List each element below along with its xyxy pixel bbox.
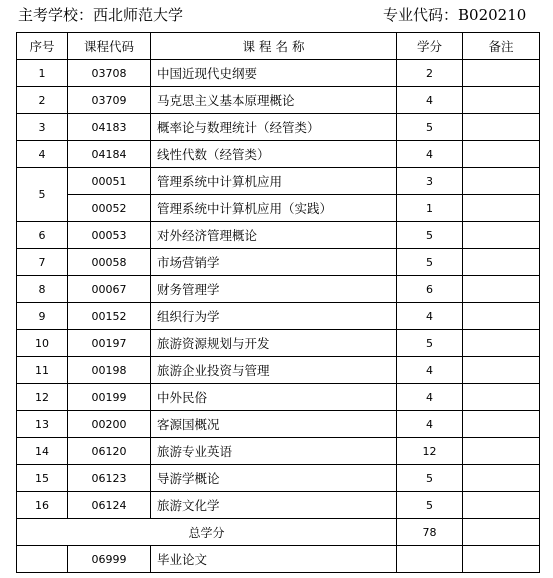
course-note <box>463 492 540 519</box>
course-code: 00051 <box>68 168 151 195</box>
course-code: 06124 <box>68 492 151 519</box>
table-row <box>17 357 540 384</box>
table-row <box>17 303 540 330</box>
total-note <box>463 519 540 546</box>
course-table <box>16 32 540 573</box>
thesis-row <box>17 546 540 573</box>
row-no: 4 <box>17 141 68 168</box>
table-row <box>17 141 540 168</box>
total-credits-label: 总学分 <box>17 519 397 546</box>
course-credit: 4 <box>397 384 463 411</box>
column-header-code: 课程代码 <box>68 33 151 60</box>
row-no: 2 <box>17 87 68 114</box>
course-name: 中国近现代史纲要 <box>151 60 397 87</box>
table-row <box>17 114 540 141</box>
table-row <box>17 465 540 492</box>
course-credit: 4 <box>397 303 463 330</box>
table-row <box>17 168 540 195</box>
course-code: 00058 <box>68 249 151 276</box>
course-note <box>463 168 540 195</box>
course-note <box>463 411 540 438</box>
course-name: 市场营销学 <box>151 249 397 276</box>
total-credits-row <box>17 519 540 546</box>
course-name: 旅游企业投资与管理 <box>151 357 397 384</box>
course-code: 00053 <box>68 222 151 249</box>
course-code: 00152 <box>68 303 151 330</box>
major-code-label: 专业代码：B020210 <box>383 6 527 24</box>
row-no: 5 <box>17 168 68 222</box>
row-no: 9 <box>17 303 68 330</box>
course-code: 06123 <box>68 465 151 492</box>
row-no: 14 <box>17 438 68 465</box>
course-name: 导游学概论 <box>151 465 397 492</box>
course-code: 00067 <box>68 276 151 303</box>
course-code: 03709 <box>68 87 151 114</box>
document-header <box>0 0 553 30</box>
thesis-credit <box>397 546 463 573</box>
course-name: 组织行为学 <box>151 303 397 330</box>
course-note <box>463 114 540 141</box>
course-name: 旅游文化学 <box>151 492 397 519</box>
course-credit: 6 <box>397 276 463 303</box>
row-no: 8 <box>17 276 68 303</box>
column-header-name: 课 程 名 称 <box>151 33 397 60</box>
course-name: 旅游专业英语 <box>151 438 397 465</box>
course-note <box>463 357 540 384</box>
course-credit: 12 <box>397 438 463 465</box>
course-credit: 3 <box>397 168 463 195</box>
thesis-no <box>17 546 68 573</box>
row-no: 7 <box>17 249 68 276</box>
table-row <box>17 276 540 303</box>
thesis-note <box>463 546 540 573</box>
course-note <box>463 249 540 276</box>
course-code: 00197 <box>68 330 151 357</box>
course-name: 管理系统中计算机应用 <box>151 168 397 195</box>
course-code: 00052 <box>68 195 151 222</box>
table-header-row <box>17 33 540 60</box>
table-row <box>17 87 540 114</box>
course-note <box>463 384 540 411</box>
course-name: 管理系统中计算机应用（实践） <box>151 195 397 222</box>
course-code: 00200 <box>68 411 151 438</box>
course-credit: 5 <box>397 249 463 276</box>
course-code: 06120 <box>68 438 151 465</box>
course-credit: 4 <box>397 357 463 384</box>
table-row <box>17 222 540 249</box>
course-credit: 4 <box>397 87 463 114</box>
row-no: 13 <box>17 411 68 438</box>
course-credit: 2 <box>397 60 463 87</box>
row-no: 16 <box>17 492 68 519</box>
course-note <box>463 141 540 168</box>
exam-school-label: 主考学校：西北师范大学 <box>18 6 184 24</box>
table-row <box>17 438 540 465</box>
course-code: 03708 <box>68 60 151 87</box>
course-credit: 5 <box>397 222 463 249</box>
course-code: 04183 <box>68 114 151 141</box>
course-name: 线性代数（经管类） <box>151 141 397 168</box>
course-code: 04184 <box>68 141 151 168</box>
course-credit: 1 <box>397 195 463 222</box>
course-note <box>463 465 540 492</box>
course-credit: 4 <box>397 141 463 168</box>
course-credit: 5 <box>397 114 463 141</box>
column-header-note: 备注 <box>463 33 540 60</box>
row-no: 1 <box>17 60 68 87</box>
course-name: 中外民俗 <box>151 384 397 411</box>
row-no: 6 <box>17 222 68 249</box>
table-row <box>17 249 540 276</box>
course-name: 客源国概况 <box>151 411 397 438</box>
row-no: 10 <box>17 330 68 357</box>
table-row <box>17 195 540 222</box>
course-code: 00199 <box>68 384 151 411</box>
course-note <box>463 303 540 330</box>
course-credit: 5 <box>397 330 463 357</box>
course-note <box>463 60 540 87</box>
row-no: 11 <box>17 357 68 384</box>
course-note <box>463 222 540 249</box>
total-credits-value: 78 <box>397 519 463 546</box>
course-credit: 4 <box>397 411 463 438</box>
course-note <box>463 276 540 303</box>
row-no: 15 <box>17 465 68 492</box>
course-note <box>463 195 540 222</box>
table-row <box>17 492 540 519</box>
course-note <box>463 438 540 465</box>
course-credit: 5 <box>397 465 463 492</box>
row-no: 3 <box>17 114 68 141</box>
column-header-no: 序号 <box>17 33 68 60</box>
course-note <box>463 87 540 114</box>
course-name: 马克思主义基本原理概论 <box>151 87 397 114</box>
row-no: 12 <box>17 384 68 411</box>
table-row <box>17 411 540 438</box>
course-credit: 5 <box>397 492 463 519</box>
course-note <box>463 330 540 357</box>
thesis-name: 毕业论文 <box>151 546 397 573</box>
table-row <box>17 60 540 87</box>
thesis-code: 06999 <box>68 546 151 573</box>
course-code: 00198 <box>68 357 151 384</box>
table-row <box>17 384 540 411</box>
course-name: 财务管理学 <box>151 276 397 303</box>
course-name: 旅游资源规划与开发 <box>151 330 397 357</box>
course-name: 概率论与数理统计（经管类） <box>151 114 397 141</box>
course-name: 对外经济管理概论 <box>151 222 397 249</box>
table-row <box>17 330 540 357</box>
column-header-credit: 学分 <box>397 33 463 60</box>
